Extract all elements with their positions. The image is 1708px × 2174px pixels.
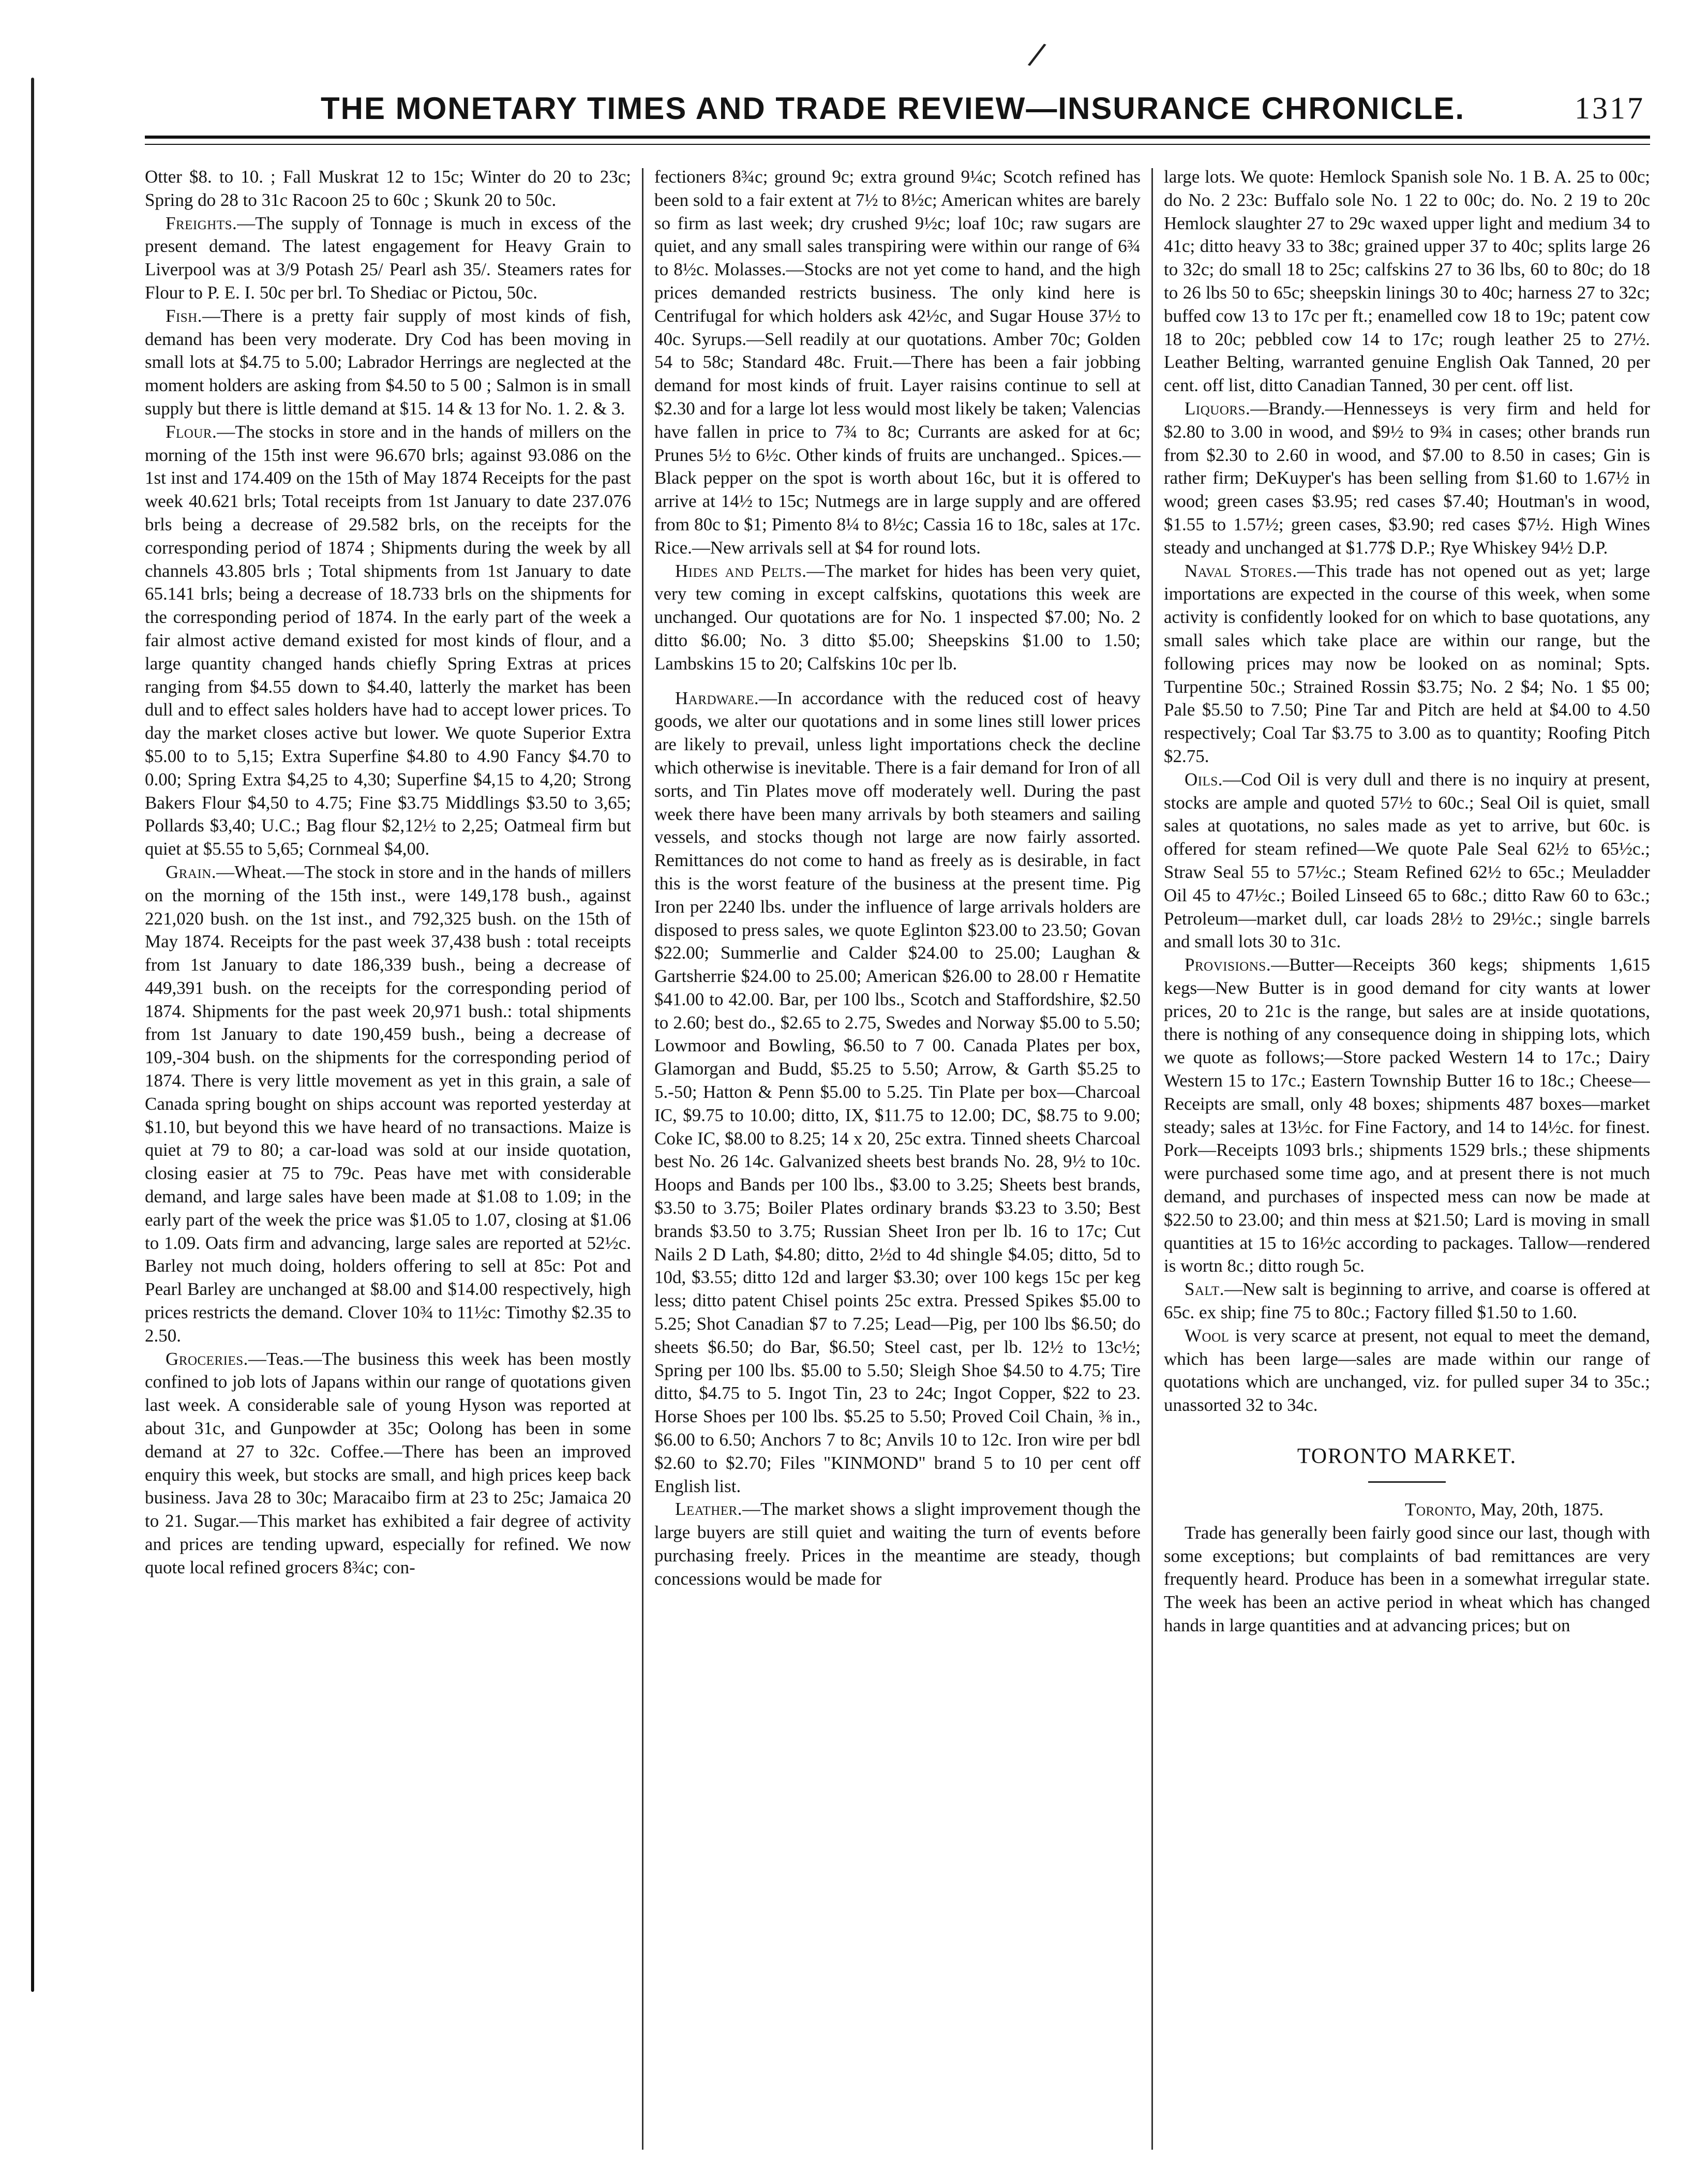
toronto-heading-rule — [1368, 1481, 1446, 1483]
oils-text: —Cod Oil is very dull and there is no inquiry at present, stocks are ample and quoted 57½ to 60c.; Seal Oil is quiet, small sales at quotations, no sales made as yet to arrive, but 60c. is offered for steam refined—We quote Pale Seal 62½ to 65½c.; Straw Seal 55 to 57½c.; Steam Refined 62½ to 65c.; Meuladder Oil 45 to 47½c.; Boiled Linseed 65 to 68c.; ditto Raw 60 to 63c.; Petroleum—market dull, car loads 28½ to 29½c.; single barrels and small lots 30 to 31c. — [1164, 769, 1650, 952]
section-heading-wool: Wool — [1185, 1325, 1230, 1346]
leather-continued-paragraph: large lots. We quote: Hemlock Spanish sole No. 1 B. A. 25 to 00c; do No. 2 23c: Buffalo sole No. 1 22 to 00c; do. No. 2 19 to 20c Hemlock slaughter 27 to 29c waxed upper light and medium 34 to 41c; ditto heavy 33 to 38c; grained upper 37 to 40c; splits large 26 to 32c; do small 18 to 25c; calfskins 27 to 36 lbs, 60 to 80c; do 18 to 26 lbs 50 to 65c; sheepskin linings 30 to 40c; harness 27 to 32c; buffed cow 13 to 17c per ft.; enamelled cow 18 to 19c; patent cow 18 to 20c; pebbled cow 14 to 17c; rough leather 25 to 27½. Leather Belting, warranted genuine English Oak Tanned, 20 per cent. off list, ditto Canadian Tanned, 30 per cent. off list. — [1164, 167, 1650, 396]
ink-tick-mark: / — [1026, 35, 1048, 73]
fish-paragraph — [145, 305, 631, 421]
article-columns — [145, 166, 1650, 2152]
groceries-text: —Teas.—The business this week has been mostly confined to job lots of Japans within our range of quotations given last week. A considerable sale of young Hyson was reported at about 31c, and Gunpowder at 35c; Oolong has been in some demand at 27 to 32c. Coffee.—There has been an improved enquiry this week, but stocks are small, and high prices keep back business. Java 28 to 30c; Maracaibo firm at 23 to 25c; Jamaica 20 to 21. Sugar.—This market has exhibited a fair degree of activity and prices are tending upward, especially for refined. We now quote local refined grocers 8¾c; con- — [145, 1348, 631, 1577]
provisions-text: —Butter—Receipts 360 kegs; shipments 1,615 kegs—New Butter is in good demand for city wants at lower prices, 20 to 21c is the range, but sales are at inside quotations, there is nothing of any consequence doing in shipping lots, which we quote as follows;—Store packed Western 14 to 17c.; Dairy Western 15 to 17c.; Eastern Township Butter 16 to 18c.; Cheese—Receipts are small, only 48 boxes; shipments 487 boxes—market steady; sales at 13½c. for Fine Factory, and 14 to 14½c. for finest. Pork—Receipts 1093 brls.; shipments 1529 brls.; these shipments were purchased some time ago, and at present there is not much demand, and purchases of inspected mess can now be made at $22.50 to 23.00; and thin mess at $21.50; Lard is moving in small quantities at 15 to 16½c according to packages. Tallow—rendered is wortn 8c.; ditto rough 5c. — [1164, 955, 1650, 1276]
column-divider-2 — [1151, 168, 1153, 2150]
column-3 — [1164, 166, 1650, 2152]
dateline-date: , May, 20th, 1875. — [1471, 1499, 1604, 1520]
section-heading-flour: Flour. — [166, 421, 217, 442]
hides-paragraph — [654, 560, 1141, 676]
freights-paragraph — [145, 212, 631, 305]
section-heading-leather: Leather. — [675, 1499, 742, 1520]
wool-text: is very scarce at present, not equal to meet the demand, which has been large—sales are made within our range of quotations which are unchanged, viz. for pulled super 34 to 35c.; unassorted 32 to 34c. — [1164, 1325, 1650, 1416]
provisions-paragraph — [1164, 954, 1650, 1278]
column-2 — [654, 166, 1141, 2152]
wool-paragraph — [1164, 1324, 1650, 1417]
section-heading-provisions: Provisions. — [1185, 955, 1271, 975]
groceries-paragraph — [145, 1348, 631, 1580]
liquors-paragraph — [1164, 397, 1650, 560]
flour-paragraph — [145, 421, 631, 861]
grain-text: —Wheat.—The stock in store and in the hands of millers on the morning of the 15th inst., were 149,178 bush., against 221,020 bush. on the 1st inst., and 792,325 bush. on the 15th of May 1874. Receipts for the past week 37,438 bush : total receipts from 1st January to date 186,339 bush., being a decrease of 449,391 bush. on the receipts for the corresponding period of 1874. Shipments for the past week 20,971 bush.: total shipments from 1st January to date 190,459 bush., being a decrease of 109,-304 bush. on the shipments for the corresponding period of 1874. There is very little movement as yet in this grain, a sale of Canada spring bought on ships account was reported yesterday at $1.10, but beyond this we have heard of no transactions. Maize is quiet at 79 to 80; a car-load was sold at our inside quotation, closing easier at 75 to 79c. Peas have met with considerable demand, and large sales have been made at $1.08 to 1.09; in the early part of the week the price was $1.05 to 1.07, closing at $1.06 to 1.09. Oats firm and advancing, large sales are reported at 52½c. Barley not much doing, holders offering to sell at 85c: Pot and Pearl Barley are unchanged at $8.00 and $14.00 respectively, high prices restricts the demand. Clover 10¾ to 11½c: Timothy $2.35 to 2.50. — [145, 861, 631, 1346]
toronto-market-paragraph: Trade has generally been fairly good since our last, though with some exceptions; but complaints of bad remittances are very frequently heard. Produce has been in a somewhat irregular state. The week has been an active period in wheat which has changed hands in large quantities and at advancing prices; but on — [1164, 1522, 1650, 1636]
naval-stores-text: —This trade has not opened out as yet; large importations are expected in the course of this week, when some activity is confidently looked for on which to base quotations, any small sales which take place are within our range, but the following prices may now be looked on as nominal; Spts. Turpentine 50c.; Strained Rossin $3.75; No. 2 $4; No. 1 $5 00; Pale $5.50 to 7.50; Pine Tar and Pitch are held at $4.00 to 4.50 respectively; Coal Tar $3.75 to 3.00 as to quantity; Roofing Pitch $2.75. — [1164, 560, 1650, 766]
flour-text: —The stocks in store and in the hands of millers on the morning of the 15th inst were 96.670 brls; against 93.086 on the 1st inst and 174.409 on the 15th of May 1874 Receipts for the past week 40.621 brls; Total receipts from 1st January to date 237.076 brls being a decrease of 29.582 brls, on the receipts for the corresponding period of 1874 ; Shipments during the week by all channels 43.805 brls ; Total shipments from 1st January to date 65.141 brls; being a decrease of 18.733 brls on the shipments for the corresponding period of 1874. In the early part of the week a fair almost active demand existed for most kinds of flour, and a large quantity changed hands chiefly Spring Extras at prices ranging from $4.55 down to $4.40, latterly the market has been dull and to effect sales holders have had to accept lower prices. To day the market closes active but lower. We quote Superior Extra $5.00 to to 5,15; Extra Superfine $4.80 to 4.90 Fancy $4.70 to 0.00; Spring Extra $4,25 to 4,30; Superfine $4,15 to 4,20; Strong Bakers Flour $4,50 to 4.75; Fine $3.75 Middlings $3.50 to 3,65; Pollards $3,40; U.C.; Bag flour $2,12½ to 2,25; Oatmeal firm but quiet at $5.55 to 5,65; Cornmeal $4,00. — [145, 421, 631, 859]
section-heading-salt: Salt. — [1185, 1279, 1225, 1300]
dateline-place: Toronto — [1405, 1499, 1472, 1520]
page-binding-mark — [31, 78, 34, 1992]
hardware-paragraph — [654, 687, 1141, 1498]
section-heading-oils: Oils. — [1185, 769, 1223, 790]
section-heading-hardware: Hardware. — [675, 688, 759, 708]
furs-paragraph: Otter $8. to 10. ; Fall Muskrat 12 to 15c; Winter do 20 to 23c; Spring do 28 to 31c Racoon 25 to 60c ; Skunk 20 to 50c. — [145, 167, 631, 210]
sugar-continued-paragraph: fectioners 8¾c; ground 9c; extra ground 9¼c; Scotch refined has been sold to a fair extent at 7½ to 8½c; American whites are barely so firm as last week; dry crushed 9½c; loaf 10c; raw sugars are quiet, and any small sales transpiring were within our range of 6¾ to 8½c. Molasses.—Stocks are not yet come to hand, and the high prices demanded restricts business. The only kind here is Centrifugal for which holders ask 42½c, and Sugar House 37½ to 40c. Syrups.—Sell readily at our quotations. Amber 70c; Golden 54 to 58c; Standard 48c. Fruit.—There has been a fair jobbing demand for most kinds of fruit. Layer raisins continue to sell at $2.30 and for a large lot less would most likely be taken; Valencias have fallen in price to 7¾ to 8c; Currants are asked for at 6c; Prunes 5½ to 6½c. Other kinds of fruits are unchanged.. Spices.—Black pepper on the spot is worth about 16c, but it is offered to arrive at 14½ to 15c; Nutmegs are in large supply and are offered from 80c to $1; Pimento 8¼ to 8½c; Cassia 16 to 18c, sales at 17c. Rice.—New arrivals sell at $4 for round lots. — [654, 167, 1141, 558]
section-heading-groceries: Groceries. — [166, 1348, 248, 1369]
grain-paragraph — [145, 861, 631, 1348]
header-rule-thick — [145, 136, 1650, 139]
toronto-market-heading: TORONTO MARKET. — [1297, 1445, 1517, 1469]
toronto-dateline — [1164, 1498, 1650, 1522]
section-heading-freights: Freights. — [166, 213, 237, 233]
section-heading-hides: Hides and Pelts. — [675, 560, 807, 581]
fish-text: —There is a pretty fair supply of most kinds of fish, demand has been very moderate. Dry Cod has been moving in small lots at $4.75 to 5.00; Labrador Herrings are neglected at the moment holders are asking from $4.50 to 5 00 ; Salmon is in small supply but there is little demand at $15. 14 & 13 for No. 1. 2. & 3. — [145, 305, 631, 419]
naval-stores-paragraph — [1164, 560, 1650, 768]
freights-text: —The supply of Tonnage is much in excess of the present demand. The latest engagement for Heavy Grain to Liverpool was at 3/9 Potash 25/ Pearl ash 35/. Steamers rates for Flour to P. E. I. 50c per brl. To Shediac or Pictou, 50c. — [145, 213, 631, 303]
section-heading-naval-stores: Naval Stores. — [1185, 560, 1297, 581]
oils-paragraph — [1164, 768, 1650, 954]
leather-paragraph — [654, 1498, 1141, 1590]
header-rule-thin — [145, 144, 1650, 145]
salt-text: —New salt is beginning to arrive, and coarse is offered at 65c. ex ship; fine 75 to 80c.; Factory filled $1.50 to 1.60. — [1164, 1279, 1650, 1323]
liquors-text: —Brandy.—Hennesseys is very firm and held for $2.80 to 3.00 in wood, and $9½ to 9¾ in cases; other brands run from $2.30 to 2.60 in wood, and $7.00 to 8.50 in cases; Gin is rather firm; DeKuyper's has been selling from $1.60 to 1.67½ in wood; green cases $3.95; red cases $7.40; Houtman's in wood, $1.55 to 1.57½; green cases, $3.90; red cases $7½. High Wines steady and unchanged at $1.77$ D.P.; Rye Whiskey 94½ D.P. — [1164, 398, 1650, 558]
page-number: 1317 — [1575, 91, 1645, 125]
hardware-text: —In accordance with the reduced cost of heavy goods, we alter our quotations and in some lines still lower prices are likely to prevail, unless light importations check the decline which otherwise is inevitable. There is a fair demand for Iron of all sorts, and Tin Plates move off moderately well. During the past week there have been many arrivals by both steamers and sailing vessels, and stocks though not large are now fairly assorted. Remittances do not come to hand as freely as is desirable, in fact this is the worst feature of the business at the present time. Pig Iron per 2240 lbs. under the influence of large arrivals holders are disposed to press sales, we quote Eglinton $23.00 to 23.50; Govan $22.00; Summerlie and Calder $24.00 to 25.00; Laughan & Gartsherrie $24.00 to 25.00; American $26.00 to 28.00 r Hematite $41.00 to 42.00. Bar, per 100 lbs., Scotch and Staffordshire, $2.50 to 2.60; best do., $2.65 to 2.75, Swedes and Norway $5.00 to 5.50; Lowmoor and Bowling, $6.50 to 7 00. Canada Plates per box, Glamorgan and Budd, $5.25 to 5.50; Arrow, & Garth $5.25 to 5.-50; Hatton & Penn $5.00 to 5.25. Tin Plate per box—Charcoal IC, $9.75 to 10.00; ditto, IX, $11.75 to 12.00; DC, $8.75 to 9.00; Coke IC, $8.00 to 8.25; 14 x 20, 25c extra. Tinned sheets Charcoal best No. 26 14c. Galvanized sheets best brands No. 28, 9½ to 10c. Hoops and Bands per 100 lbs., $3.00 to 3.25; Sheets best brands, $3.50 to 3.75; Boiler Plates ordinary brands $3.23 to 3.50; Best brands $3.50 to 3.75; Russian Sheet Iron per lb. 16 to 17c; Cut Nails 2 D Lath, $4.80; ditto, 2½d to 4d shingle $4.05; ditto, 5d to 10d, $3.55; ditto 12d and larger $3.30; over 100 kegs 15c per keg less; ditto patent Chisel points 25c extra. Pressed Spikes $5.00 to 5.25; Shot Canadian $7 to 7.25; Lead—Pig, per 100 lbs $6.50; do sheets $6.50; do Bar, $6.50; Steel cast, per lb. 12½ to 13c½; Spring per 100 lbs. $5.00 to 5.50; Sleigh Shoe $4.50 to 4.75; Tire ditto, $4.75 to 5. Ingot Tin, 23 to 24c; Ingot Copper, $22 to 23. Horse Shoes per 100 lbs. $5.25 to 5.50; Proved Coil Chain, ⅜ in., $6.00 to 6.50; Anchors 7 to 8c; Anvils 10 to 12c. Iron wire per bdl $2.60 to $2.70; Files "KINMOND" brand 5 to 10 per cent off English list. — [654, 688, 1141, 1496]
section-heading-grain: Grain. — [166, 861, 217, 882]
salt-paragraph — [1164, 1278, 1650, 1324]
hides-text: —The market for hides has been very quiet, very tew coming in except calfskins, quotations this week are unchanged. Our quotations are for No. 1 inspected $7.00; No. 2 ditto $6.00; No. 3 ditto $5.00; Sheepskins $1.00 to 1.50; Lambskins 15 to 20; Calfskins 10c per lb. — [654, 560, 1141, 674]
section-heading-fish: Fish. — [166, 305, 202, 326]
column-divider-1 — [642, 168, 643, 2150]
publication-title: THE MONETARY TIMES AND TRADE REVIEW—INSURANCE CHRONICLE. — [321, 91, 1465, 126]
leather-text: —The market shows a slight improvement though the large buyers are still quiet and waiting the turn of events before purchasing freely. Prices in the meantime are steady, though concessions would be made for — [654, 1499, 1141, 1589]
section-heading-liquors: Liquors. — [1185, 398, 1251, 419]
column-1 — [145, 166, 631, 2152]
